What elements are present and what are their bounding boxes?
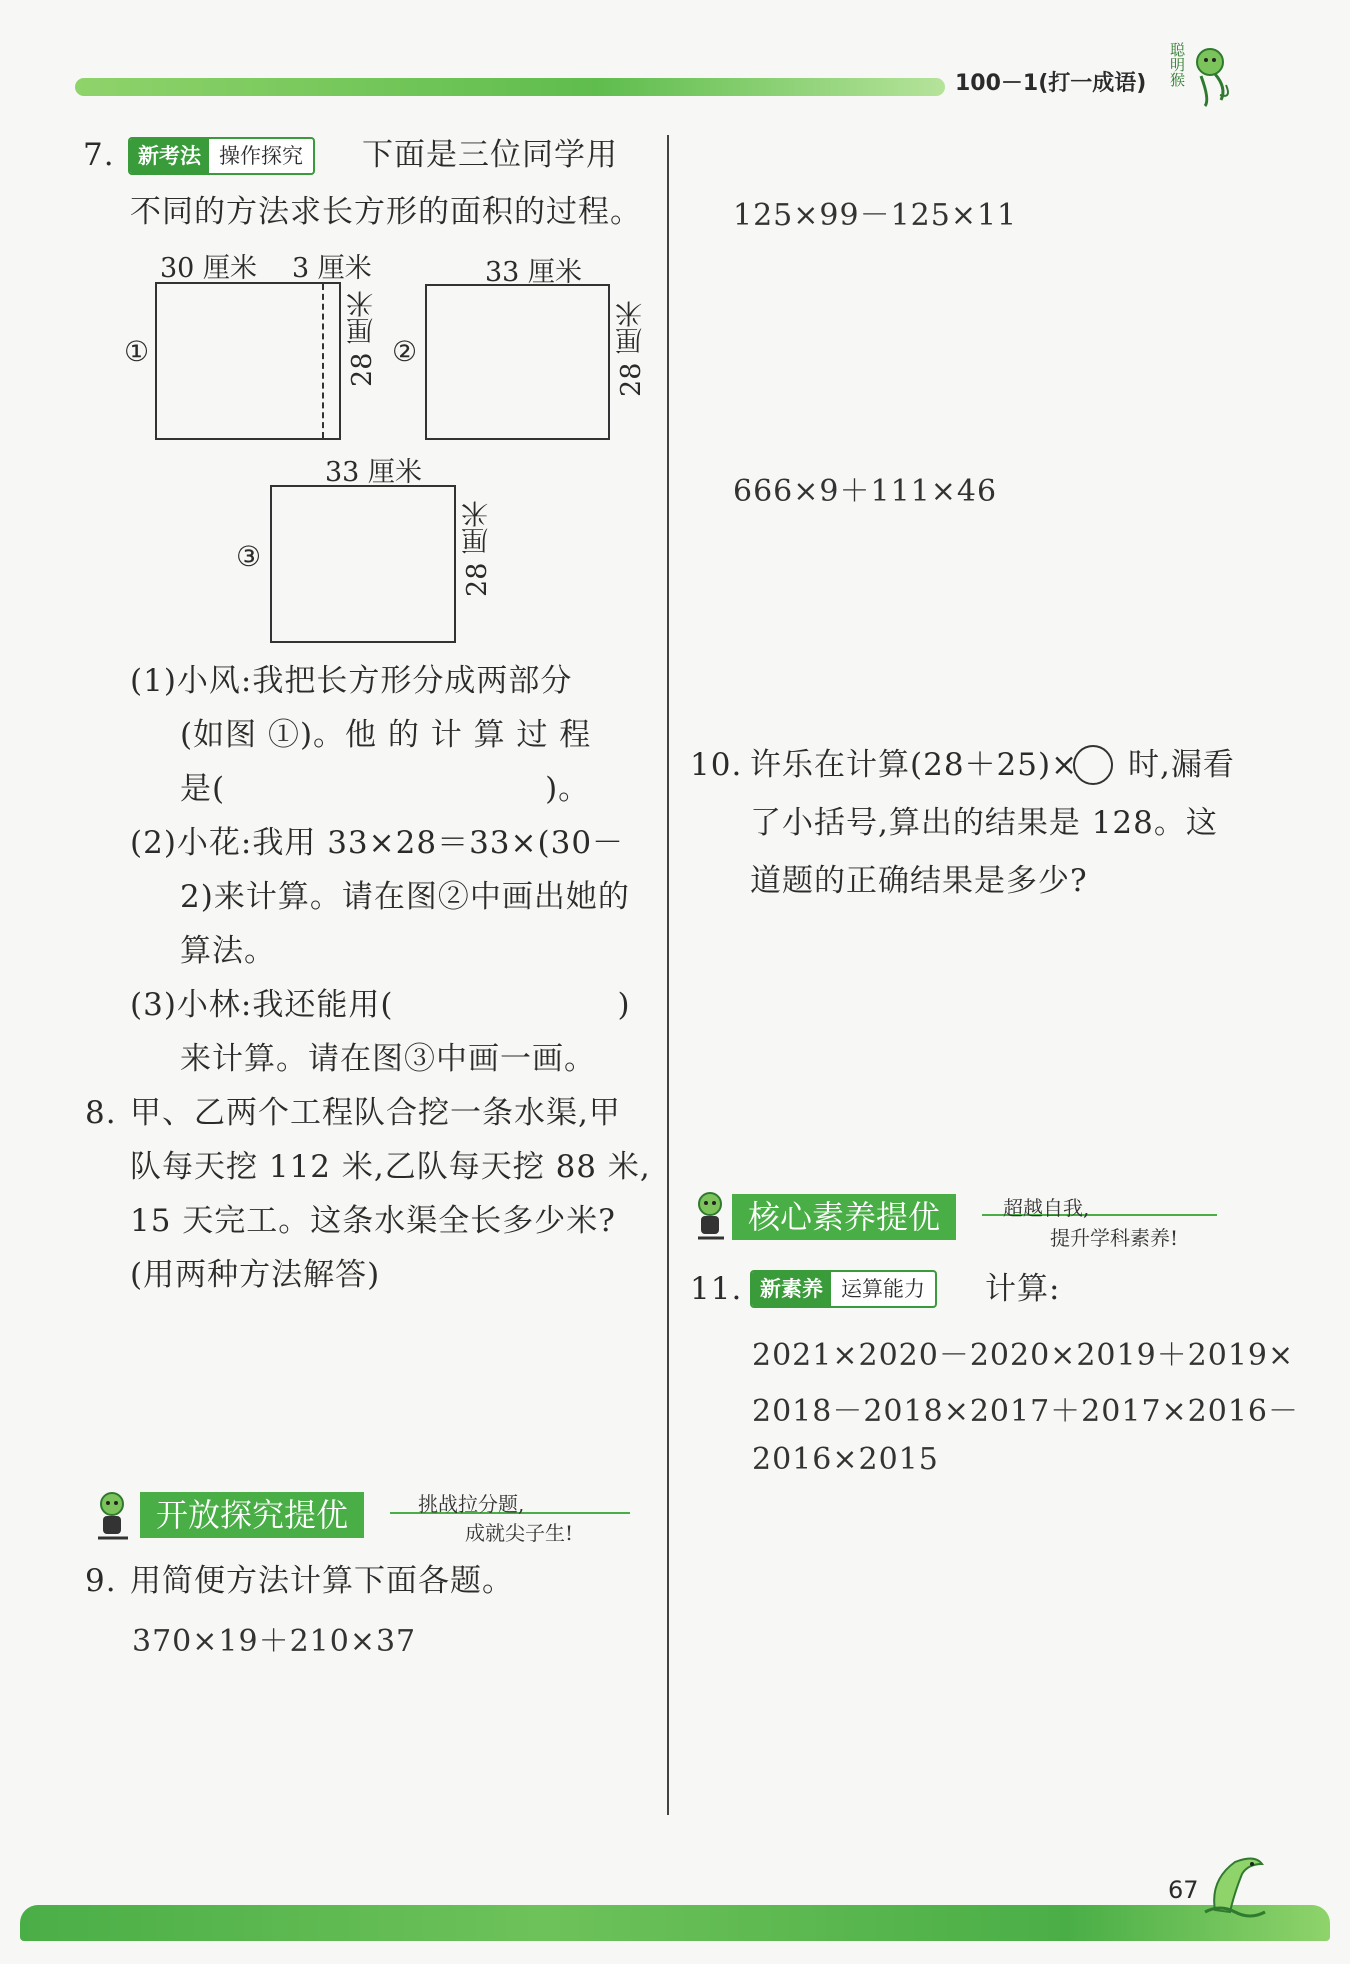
- q8-line4: (用两种方法解答): [130, 1257, 381, 1293]
- q7-line2: 不同的方法求长方形的面积的过程。: [130, 194, 642, 230]
- open-section-mascot-icon: [88, 1488, 138, 1542]
- mascot-label: 聪明猴: [1168, 42, 1186, 87]
- fig1-side: 28 厘米: [347, 290, 378, 387]
- dolphin-mascot-icon: [1200, 1850, 1270, 1920]
- q7-p1-line1: (1)小风:我把长方形分成两部分: [130, 663, 573, 699]
- open-section-note1: 挑战拉分题,: [418, 1492, 525, 1516]
- core-section-note2: 提升学科素养!: [1050, 1226, 1179, 1250]
- open-section-title: 开放探究提优: [140, 1492, 364, 1538]
- q10-blank-circle[interactable]: [1073, 745, 1113, 785]
- q9-expr3: 666×9＋111×46: [733, 474, 998, 509]
- core-section-note1: 超越自我,: [1003, 1196, 1090, 1220]
- q7-number: 7.: [83, 137, 115, 173]
- q8-number: 8.: [85, 1095, 117, 1131]
- q11-line2: 2018－2018×2017＋2017×2016－: [752, 1394, 1300, 1429]
- q7-tag: [128, 137, 315, 175]
- fig3-label: ③: [236, 540, 262, 573]
- q8-line2: 队每天挖 112 米,乙队每天挖 88 米,: [130, 1149, 651, 1185]
- fig3-rectangle: [270, 485, 456, 643]
- header-riddle: 100－1(打一成语): [955, 71, 1147, 96]
- q10-line3: 道题的正确结果是多少?: [750, 863, 1088, 899]
- q11-line1: 2021×2020－2020×2019＋2019×: [752, 1338, 1295, 1373]
- column-divider: [667, 135, 669, 1815]
- q11-text: 计算:: [985, 1271, 1061, 1307]
- open-section-note2: 成就尖子生!: [465, 1521, 574, 1545]
- fig1-top-b: 3 厘米: [292, 253, 372, 284]
- q7-p2-line3: 算法。: [180, 933, 276, 969]
- q7-tag-new: 新考法: [130, 139, 209, 173]
- fig1-rectangle: [155, 282, 341, 440]
- q8-line3: 15 天完工。这条水渠全长多少米?: [130, 1203, 616, 1239]
- q9-number: 9.: [85, 1563, 117, 1599]
- fig1-dashed-divider: [322, 284, 324, 438]
- core-section-mascot-icon: [686, 1188, 736, 1242]
- q11-number: 11.: [690, 1271, 743, 1307]
- q10-line1b: 时,漏看: [1128, 747, 1235, 783]
- fig1-top-a: 30 厘米: [160, 253, 257, 284]
- fig1-label: ①: [124, 335, 150, 368]
- header-band: [75, 78, 945, 96]
- fig3-top: 33 厘米: [325, 457, 422, 488]
- q11-tag: [750, 1270, 937, 1308]
- q7-p1-line3[interactable]: 是( )。: [180, 771, 591, 807]
- fig2-top: 33 厘米: [485, 257, 582, 288]
- q9-expr2: 125×99－125×11: [733, 198, 1018, 233]
- q7-p2-line1: (2)小花:我用 33×28＝33×(30－: [130, 825, 625, 861]
- q10-line1a: 许乐在计算(28＋25)×: [750, 747, 1079, 783]
- q7-p3-line2: 来计算。请在图③中画一画。: [180, 1041, 596, 1077]
- q10-line2: 了小括号,算出的结果是 128。这: [750, 805, 1218, 841]
- q7-tag-type: 操作探究: [219, 144, 303, 168]
- q7-p1-line2: (如图 ①)。他 的 计 算 过 程: [180, 717, 592, 753]
- q7-p2-line2: 2)来计算。请在图②中画出她的: [180, 879, 630, 915]
- q7-line1: 下面是三位同学用: [362, 137, 618, 173]
- fig2-side: 28 厘米: [616, 300, 647, 397]
- core-section-title: 核心素养提优: [732, 1194, 956, 1240]
- fig2-rectangle: [425, 284, 610, 440]
- fig2-label: ②: [392, 335, 418, 368]
- q11-tag-type: 运算能力: [841, 1277, 925, 1301]
- fig3-side: 28 厘米: [462, 500, 493, 597]
- q10-number: 10.: [690, 747, 743, 783]
- q9-expr1: 370×19＋210×37: [132, 1624, 417, 1659]
- footer-band: [20, 1905, 1330, 1941]
- q8-line1: 甲、乙两个工程队合挖一条水渠,甲: [130, 1095, 621, 1131]
- q11-line3: 2016×2015: [752, 1442, 939, 1477]
- q9-text: 用简便方法计算下面各题。: [130, 1563, 514, 1599]
- q7-p3-line1[interactable]: (3)小林:我还能用( ): [130, 987, 631, 1023]
- q11-tag-new: 新素养: [752, 1272, 831, 1306]
- page-number: 67: [1168, 1876, 1199, 1904]
